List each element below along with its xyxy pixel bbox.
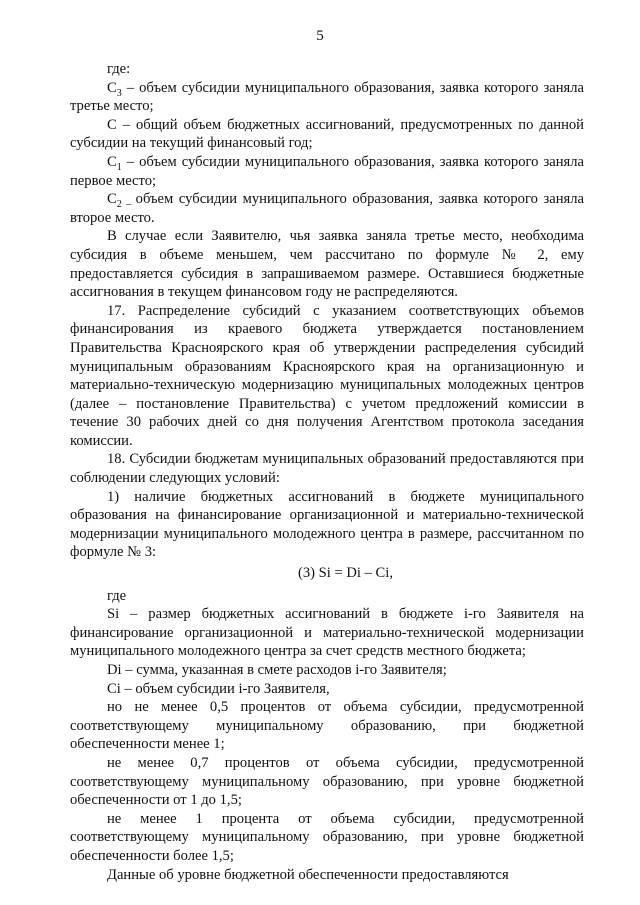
definition-si: Si – размер бюджетных ассигнований в бюджете i-го Заявителя на финансирование организационной и материально-технической модернизации муниципального молодежного центра за счет средств местного бюджета; [70,606,584,660]
document-body [70,60,584,884]
definition-c3: $C_3$ – объем субсидии муниципального образования, заявка которого заняла третье место; [70,79,584,115]
definition-ci: Ci – объем субсидии i-го Заявителя, [107,680,330,697]
where-label-2: где [107,587,127,604]
minimum-1-percent: не менее 1 процента от объема субсидии, предусмотренной соответствующему муниципальному образованию, при уровне бюджетной обеспеченности более 1,5; [70,810,584,864]
page-number: 5 [316,28,324,44]
where-label: где: [107,61,131,77]
definition-c1: $C_1$ – объем субсидии муниципального образования, заявка которого заняла первое место; [70,153,584,189]
definition-di: Di – сумма, указанная в смете расходов i-го Заявителя; [107,662,447,678]
condition-1: 1) наличие бюджетных ассигнований в бюджете муниципального образования на финансирование организационной и материально-технической модернизации муниципального молодежного центра в размере, рассчитанном по формуле № 3: [70,488,584,561]
formula-3: (3) Si = Di – Ci, [298,565,393,582]
budget-data-paragraph: Данные об уровне бюджетной обеспеченности предоставляются [107,866,509,883]
paragraph-18: 18. Субсидии бюджетам муниципальных образований предоставляются при соблюдении следующих условий: [70,451,584,487]
definition-c2: $C_{2 -}$ объем субсидии муниципального образования, заявка которого заняла второе место. [70,191,584,226]
paragraph-17: 17. Распределение субсидий с указанием соответствующих объемов финансирования из краевого бюджета утверждается постановлением Правительства Красноярского края об утверждении распределения субсидий муниципальным образованиям Красноярского края на организационную и материально-техническую модернизацию муниципальных молодежных центров (далее – постановление Правительства) с учетом предложений комиссии в течение 30 рабочих дней со дня получения Агентством протокола заседания комиссии. [70,302,584,449]
minimum-0-5-percent: но не менее 0,5 процентов от объема субсидии, предусмотренной соответствующему муниципальному образованию, при бюджетной обеспеченности менее 1; [70,699,584,753]
paragraph-third-place-case: В случае если Заявителю, чья заявка заняла третье место, необходима субсидия в объеме меньшем, чем рассчитано по формуле № 2, ему предоставляется субсидия в запрашиваемом размере. Оставшиеся бюджетные ассигнования в текущем финансовом году не распределяются. [70,228,584,301]
minimum-0-7-percent: не менее 0,7 процентов от объема субсидии, предусмотренной соответствующему муниципальному образованию, при уровне бюджетной обеспеченности от 1 до 1,5; [70,754,584,809]
definition-c: С – общий объем бюджетных ассигнований, предусмотренных по данной субсидии на текущий финансовый год; [70,116,584,152]
